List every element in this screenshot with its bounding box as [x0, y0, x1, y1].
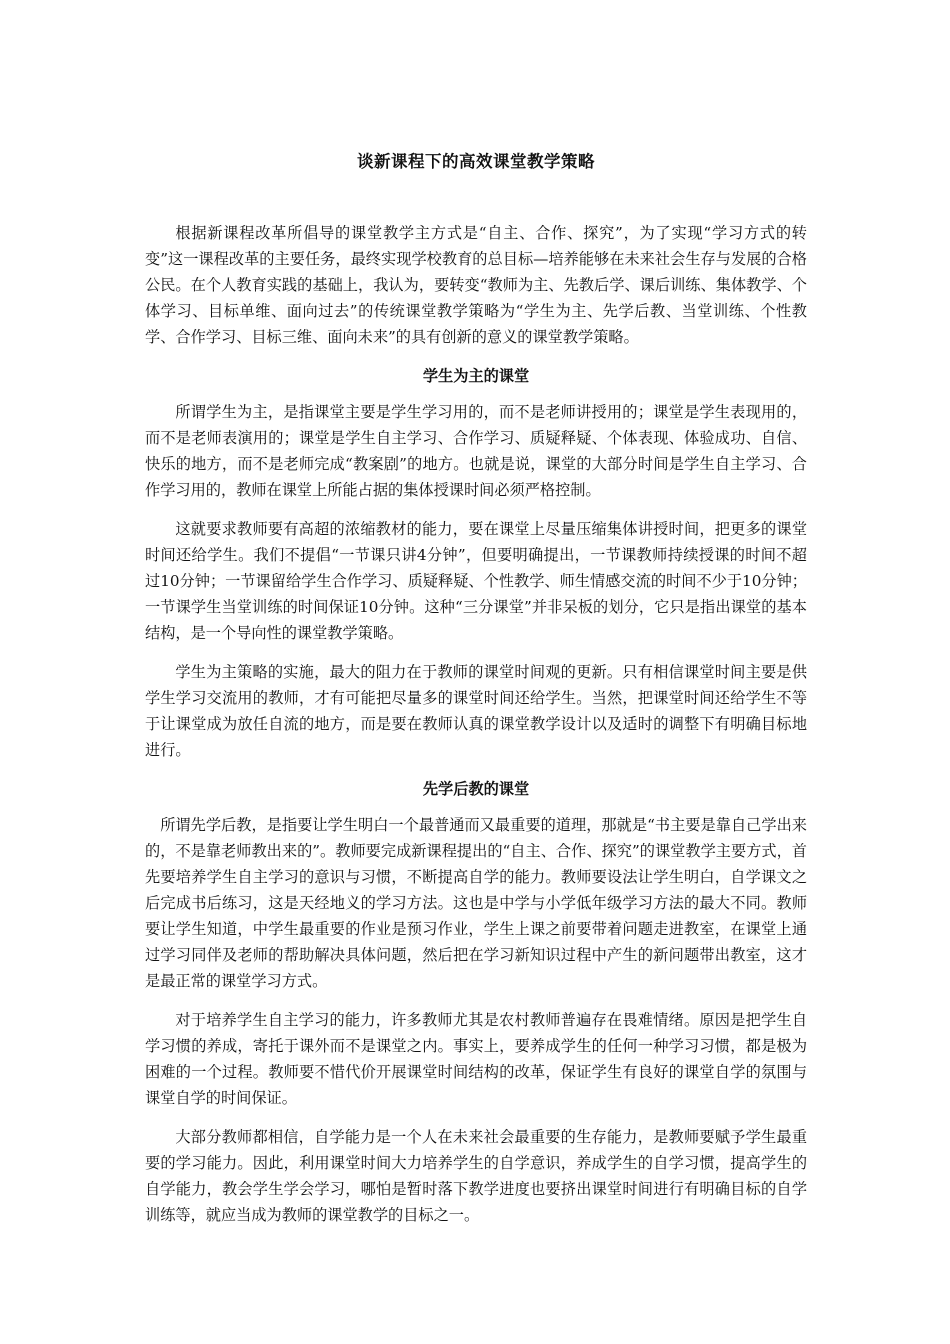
- section2-paragraph-1: 所谓先学后教，是指要让学生明白一个最普通而又最重要的道理，那就是“书主要是靠自己学出来的，不是靠老师教出来的”。教师要完成新课程提出的“自主、合作、探究”的课堂教学主要方式，首先要培养学生自主学习的意识与习惯，不断提高自学的能力。教师要设法让学生明白，自学课文之后完成书后练习，这是天经地义的学习方法。这也是中学与小学低年级学习方法的最大不同。教师要让学生知道，中学生最重要的作业是预习作业，学生上课之前要带着问题走进教室，在课堂上通过学习同伴及老师的帮助解决具体问题，然后把在学习新知识过程中产生的新问题带出教室，这才是最正常的课堂学习方式。: [145, 816, 807, 990]
- section-heading-student-centered: 学生为主的课堂: [422, 367, 530, 385]
- section1-paragraph-1: 所谓学生为主，是指课堂主要是学生学习用的，而不是老师讲授用的；课堂是学生表现用的，而不是老师表演用的；课堂是学生自主学习、合作学习、质疑释疑、个体表现、体验成功、自信、快乐的地方，而不是老师完成“教案剧”的地方。也就是说，课堂的大部分时间是学生自主学习、合作学习用的，教师在课堂上所能占据的集体授课时间必须严格控制。: [145, 403, 807, 499]
- document-body: [145, 220, 807, 1241]
- section2-paragraph-2: 对于培养学生自主学习的能力，许多教师尤其是农村教师普遍存在畏难情绪。原因是把学生自学习惯的养成，寄托于课外而不是课堂之内。事实上，要养成学生的任何一种学习习惯，都是极为困难的一个过程。教师要不惜代价开展课堂时间结构的改革，保证学生有良好的课堂自学的氛围与课堂自学的时间保证。: [145, 1011, 807, 1107]
- section2-paragraph-3: 大部分教师都相信，自学能力是一个人在未来社会最重要的生存能力，是教师要赋予学生最重要的学习能力。因此，利用课堂时间大力培养学生的自学意识，养成学生的自学习惯，提高学生的自学能力，教会学生学会学习，哪怕是暂时落下教学进度也要挤出课堂时间进行有明确目标的自学训练等，就应当成为教师的课堂教学的目标之一。: [145, 1128, 807, 1224]
- document-title: 谈新课程下的高效课堂教学策略: [357, 152, 595, 171]
- intro-paragraph: 根据新课程改革所倡导的课堂教学主方式是“自主、合作、探究”，为了实现“学习方式的转变”这一课程改革的主要任务，最终实现学校教育的总目标—培养能够在未来社会生存与发展的合格公民。在个人教育实践的基础上，我认为，要转变“教师为主、先教后学、课后训练、集体教学、个体学习、目标单维、面向过去”的传统课堂教学策略为“学生为主、先学后教、当堂训练、个性教学、合作学习、目标三维、面向未来”的具有创新的意义的课堂教学策略。: [145, 224, 807, 346]
- section1-paragraph-2: 这就要求教师要有高超的浓缩教材的能力，要在课堂上尽量压缩集体讲授时间，把更多的课堂时间还给学生。我们不提倡“一节课只讲4分钟”，但要明确提出，一节课教师持续授课的时间不超过10分钟；一节课留给学生合作学习、质疑释疑、个性教学、师生情感交流的时间不少于10分钟；一节课学生当堂训练的时间保证10分钟。这种“三分课堂”并非呆板的划分，它只是指出课堂的基本结构，是一个导向性的课堂教学策略。: [145, 520, 807, 642]
- section1-paragraph-3: 学生为主策略的实施，最大的阻力在于教师的课堂时间观的更新。只有相信课堂时间主要是供学生学习交流用的教师，才有可能把尽量多的课堂时间还给学生。当然，把课堂时间还给学生不等于让课堂成为放任自流的地方，而是要在教师认真的课堂教学设计以及适时的调整下有明确目标地进行。: [145, 663, 807, 759]
- section-heading-learn-before-teach: 先学后教的课堂: [422, 780, 530, 798]
